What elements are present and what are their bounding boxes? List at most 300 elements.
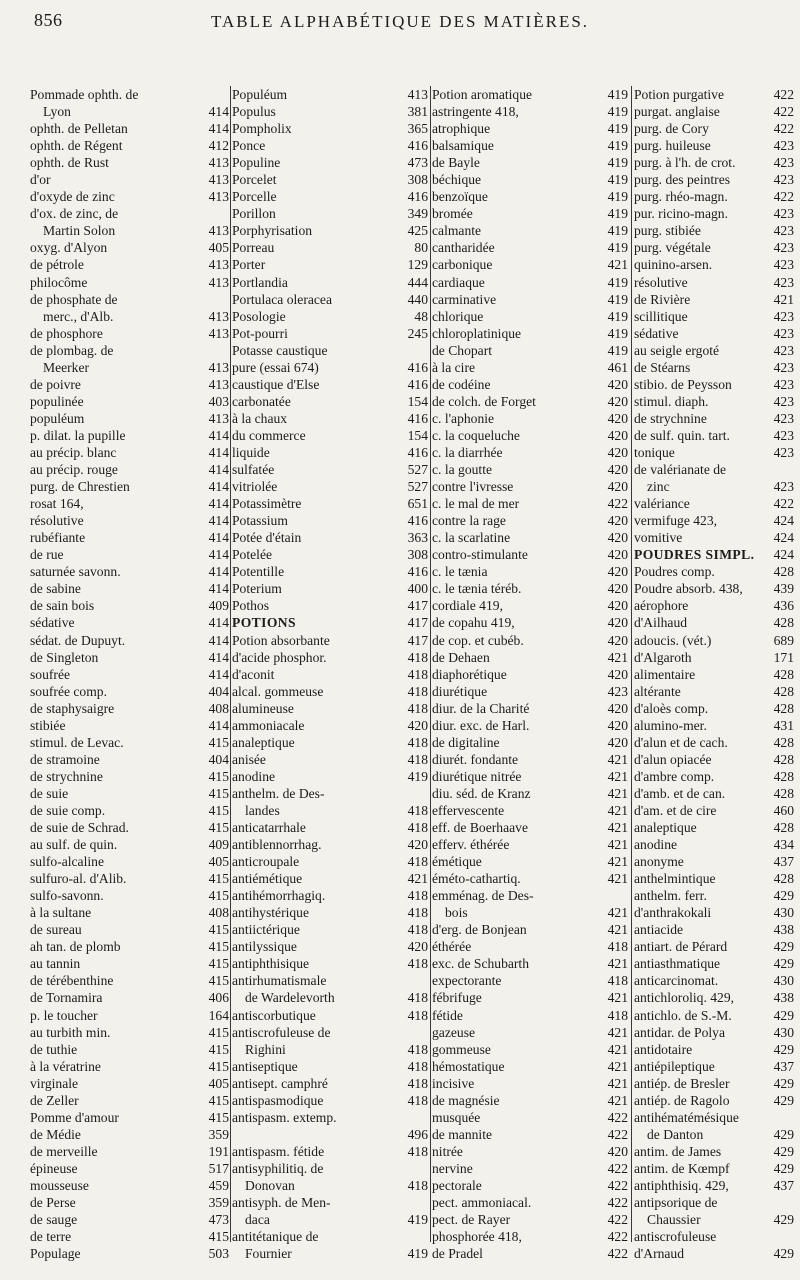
index-entry [232,563,428,580]
entry-page-ref: 418 [607,1007,628,1023]
entry-term: merc., d'Alb. [43,308,114,324]
entry-page-ref: 420 [407,837,428,853]
entry-term: Potasse caustique [232,342,328,358]
index-entry [432,376,628,393]
entry-term: POTIONS [232,615,296,631]
entry-page-ref: 428 [773,785,794,801]
index-entry [232,325,428,342]
entry-page-ref: 405 [208,240,229,256]
entry-page-ref: 365 [407,121,428,137]
index-entry [30,256,229,273]
entry-page-ref: 419 [607,121,628,137]
entry-term: d'am. et de cire [634,802,717,818]
entry-term: antiictérique [232,922,300,938]
entry-page-ref: 405 [208,854,229,870]
index-entry [634,205,794,222]
entry-page-ref: 164 [208,1007,229,1023]
entry-term: antiacide [634,922,684,938]
entry-page-ref: 418 [407,649,428,665]
index-entry [432,972,628,989]
entry-term: antiép. de Ragolo [634,1092,730,1108]
entry-term: d'Ailhaud [634,615,688,631]
entry-term: ah tan. de plomb [30,939,121,955]
entry-page-ref: 428 [773,666,794,682]
index-entry [30,512,229,529]
index-entry [232,1211,428,1228]
index-entry [432,597,628,614]
entry-page-ref: 423 [773,325,794,341]
entry-page-ref: 418 [607,973,628,989]
index-entry [232,955,428,972]
entry-page-ref: 438 [773,990,794,1006]
index-entry [30,137,229,154]
entry-term: de Chopart [432,342,493,358]
entry-term: POUDRES SIMPL. [634,547,755,563]
entry-page-ref: 430 [773,905,794,921]
index-entry [634,274,794,291]
index-entry [432,1007,628,1024]
entry-term: de Perse [30,1195,76,1211]
entry-page-ref: 413 [208,308,229,324]
entry-term: diurétique [432,683,488,699]
entry-term: de Zeller [30,1092,79,1108]
entry-page-ref: 308 [407,547,428,563]
index-entry [232,256,428,273]
entry-page-ref [792,1194,794,1211]
entry-page-ref: 423 [773,138,794,154]
index-entry [634,938,794,955]
index-entry [30,393,229,410]
entry-term: Potassimètre [232,496,302,512]
index-entry [30,239,229,256]
entry-page-ref: 415 [208,888,229,904]
index-entry [634,870,794,887]
entry-term: p. dilat. la pupille [30,427,126,443]
index-entry [232,1109,428,1126]
index-entry [232,461,428,478]
entry-page-ref: 421 [607,922,628,938]
entry-term: de valérianate de [634,462,727,478]
index-entry [634,1194,794,1211]
entry-page-ref: 423 [773,308,794,324]
entry-term: purg. huileuse [634,138,711,154]
index-entry [634,717,794,734]
entry-term: exc. de Schubarth [432,956,530,972]
index-entry [30,649,229,666]
index-entry [232,1058,428,1075]
index-entry [634,989,794,1006]
index-entry [30,597,229,614]
index-entry [232,649,428,666]
entry-page-ref: 414 [208,513,229,529]
entry-page-ref: 416 [407,513,428,529]
index-entry [30,802,229,819]
index-entry [634,291,794,308]
entry-term: antidotaire [634,1041,693,1057]
entry-term: efferv. éthérée [432,837,510,853]
entry-page-ref: 418 [407,854,428,870]
index-entry [634,768,794,785]
entry-term: de copahu 419, [432,615,515,631]
entry-page-ref: 419 [607,189,628,205]
index-entry [232,768,428,785]
entry-page-ref: 414 [208,104,229,120]
entry-page-ref: 421 [407,871,428,887]
index-entry [232,291,428,308]
index-entry [634,308,794,325]
entry-page-ref: 422 [607,1195,628,1211]
entry-term: anthelmintique [634,871,716,887]
index-entry [432,938,628,955]
entry-term: de sabine [30,581,81,597]
entry-page-ref: 423 [773,155,794,171]
entry-term: émétique [432,854,482,870]
entry-term: antispasm. extemp. [232,1109,337,1125]
entry-term: de Dehaen [432,649,490,665]
entry-page-ref: 651 [407,496,428,512]
index-entry [232,989,428,1006]
entry-page-ref: 517 [208,1160,229,1176]
index-entry [30,904,229,921]
entry-page-ref: 413 [208,172,229,188]
index-entry [634,751,794,768]
index-entry [432,120,628,137]
entry-term: astringente 418, [432,104,519,120]
entry-term: purg. rhéo-magn. [634,189,728,205]
entry-term: de sauge [30,1212,78,1228]
index-entry [30,632,229,649]
entry-page-ref: 423 [773,172,794,188]
entry-page-ref [426,342,428,359]
entry-term: alumino-mer. [634,717,707,733]
entry-page-ref [426,1024,428,1041]
entry-term: mousseuse [30,1178,89,1193]
entry-page-ref: 413 [208,155,229,171]
entry-page-ref: 414 [208,547,229,563]
entry-term: c. la diarrhée [432,444,503,460]
index-entry [30,1143,229,1160]
index-entry [432,512,628,529]
entry-term: oxyg. d'Alyon [30,240,108,256]
entry-term: au précip. blanc [30,444,117,460]
index-entry [30,1109,229,1126]
entry-page-ref: 421 [607,802,628,818]
entry-term: Potée d'étain [232,530,302,546]
entry-term: Poudre absorb. 438, [634,581,743,597]
entry-page-ref: 473 [407,155,428,171]
index-entry [30,478,229,495]
entry-term: populinée [30,393,84,409]
entry-term: antiasthmatique [634,956,721,972]
entry-term: anodine [634,837,678,853]
index-entry [432,1075,628,1092]
entry-term: carbonique [432,257,493,273]
entry-term: anticarcinomat. [634,973,719,989]
index-entry [232,904,428,921]
entry-page-ref: 413 [208,359,229,375]
entry-term: de magnésie [432,1092,500,1108]
entry-term: Pot-pourri [232,325,288,341]
index-entry [634,700,794,717]
index-entry [30,1007,229,1024]
entry-term: rubéfiante [30,530,86,546]
entry-term: antichloroliq. 429, [634,990,735,1006]
index-entry [634,325,794,342]
entry-term: de merveille [30,1143,98,1159]
entry-term: bromée [432,206,473,222]
entry-term: de stramoine [30,751,100,767]
index-entry [30,853,229,870]
entry-page-ref: 423 [607,683,628,699]
entry-page-ref: 416 [407,564,428,580]
entry-term: d'ox. de zinc, de [30,206,119,222]
entry-page-ref: 417 [407,615,428,631]
index-entry [432,461,628,478]
index-entry [30,955,229,972]
index-entry [232,1126,428,1143]
entry-page-ref: 421 [607,1075,628,1091]
entry-term: anonyme [634,854,684,870]
entry-term: antiscrofuleuse [634,1229,717,1245]
entry-term: de Rivière [634,291,691,307]
index-entry [432,495,628,512]
entry-term: pur. ricino-magn. [634,206,729,222]
index-entry [432,171,628,188]
index-entry [432,989,628,1006]
index-entry [30,1211,229,1228]
entry-page-ref: 413 [208,376,229,392]
entry-term: gazeuse [432,1024,476,1040]
index-entry [30,887,229,904]
entry-term: de térébenthine [30,973,114,989]
index-entry [232,580,428,597]
entry-term: cordiale 419, [432,598,503,614]
index-entry [232,359,428,376]
entry-page-ref [426,1109,428,1126]
entry-term: scillitique [634,308,688,324]
entry-term [232,1126,406,1143]
entry-page-ref: 422 [607,1126,628,1142]
index-entry [232,921,428,938]
entry-term: virginale [30,1075,79,1091]
entry-term: antichlo. de S.-M. [634,1007,732,1023]
entry-page-ref: 416 [407,359,428,375]
index-entry [634,614,794,631]
entry-page-ref: 400 [407,581,428,597]
index-entry [232,393,428,410]
entry-term: d'alun et de cach. [634,734,728,750]
entry-term: Potion absorbante [232,632,330,648]
index-entry [634,359,794,376]
index-entry [30,1092,229,1109]
entry-page-ref: 428 [773,871,794,887]
entry-page-ref: 414 [208,581,229,597]
index-entry [432,86,628,103]
entry-term: stibio. de Peysson [634,376,732,392]
index-entry [432,103,628,120]
entry-term: purgat. anglaise [634,104,720,120]
entry-term: Porphyrisation [232,223,313,239]
index-entry [432,1126,628,1143]
entry-term: antiart. de Pérard [634,939,728,955]
index-entry [634,154,794,171]
entry-term: c. la goutte [432,462,493,478]
entry-page-ref: 423 [773,206,794,222]
entry-page-ref: 428 [773,734,794,750]
index-entry [634,86,794,103]
index-entry [30,1126,229,1143]
entry-page-ref [626,887,628,904]
index-entry [30,376,229,393]
entry-term: zinc [647,479,670,495]
entry-term: Meerker [43,359,90,375]
entry-page-ref: 421 [607,751,628,767]
entry-term: landes [245,802,280,818]
entry-page-ref: 409 [208,837,229,853]
entry-page-ref: 419 [407,768,428,784]
entry-term: sulfatée [232,462,275,478]
entry-term: Pomme d'amour [30,1109,119,1125]
entry-page-ref: 428 [773,751,794,767]
entry-term: d'Algaroth [634,649,692,665]
index-entry [432,444,628,461]
entry-page-ref: 416 [407,376,428,392]
entry-term: daca [245,1212,270,1228]
entry-page-ref: 421 [607,257,628,273]
entry-term: de strychnine [30,768,103,784]
entry-page-ref: 423 [773,393,794,409]
index-entry [634,1211,794,1228]
index-entry [432,632,628,649]
entry-page-ref: 403 [208,393,229,409]
index-entry [232,785,428,802]
index-entry [30,188,229,205]
entry-term: à la vératrine [30,1058,101,1074]
index-entry [232,1228,428,1245]
entry-term: de pétrole [30,257,84,273]
entry-page-ref: 420 [607,700,628,716]
column-divider [430,86,431,1242]
entry-term: p. le toucher [30,1007,98,1023]
index-entry [232,342,428,359]
entry-page-ref: 416 [407,189,428,205]
index-entry [634,921,794,938]
index-entry [432,1160,628,1177]
entry-term: analeptique [232,734,295,750]
index-entry [634,1041,794,1058]
entry-page-ref: 414 [208,530,229,546]
entry-term: alcal. gommeuse [232,683,324,699]
entry-term: d'amb. et de can. [634,785,726,801]
index-entry [634,785,794,802]
entry-page-ref: 527 [407,462,428,478]
entry-page-ref: 419 [607,172,628,188]
entry-page-ref: 438 [773,922,794,938]
entry-page-ref: 413 [208,189,229,205]
entry-term: Portlandia [232,274,288,290]
entry-term: chlorique [432,308,484,324]
entry-page-ref: 154 [407,427,428,443]
entry-term: c. l'aphonie [432,410,495,426]
index-entry [30,717,229,734]
entry-page-ref [792,1109,794,1126]
entry-term: de Danton [647,1126,704,1142]
page-number: 856 [34,10,63,30]
entry-page-ref: 423 [773,274,794,290]
index-entry [634,1007,794,1024]
entry-term: de terre [30,1229,72,1245]
entry-page-ref: 416 [407,410,428,426]
entry-page-ref: 421 [773,291,794,307]
entry-term: antiblennorrhag. [232,837,322,853]
index-entry [634,393,794,410]
entry-page-ref: 436 [773,598,794,614]
index-entry [432,836,628,853]
entry-page-ref: 420 [607,462,628,478]
entry-term: contro-stimulante [432,547,528,563]
entry-term: ophth. de Pelletan [30,121,128,137]
entry-page-ref: 429 [773,1075,794,1091]
entry-page-ref [426,1194,428,1211]
entry-term: Ponce [232,138,266,154]
entry-term: diaphorétique [432,666,507,682]
entry-term: de sureau [30,922,82,938]
entry-term: phosphorée 418, [432,1229,522,1245]
entry-page-ref: 420 [607,530,628,546]
entry-term: de strychnine [634,410,707,426]
entry-page-ref: 191 [208,1143,229,1159]
entry-page-ref: 414 [208,717,229,733]
entry-page-ref: 415 [208,1041,229,1057]
index-entry [30,495,229,512]
entry-page-ref: 417 [407,598,428,614]
index-entry [634,836,794,853]
entry-term: au seigle ergoté [634,342,720,358]
index-entry [432,1245,628,1262]
entry-page-ref: 415 [208,973,229,989]
entry-page-ref: 413 [208,274,229,290]
index-entry [634,427,794,444]
index-entry [30,274,229,291]
entry-page-ref: 359 [208,1195,229,1211]
entry-page-ref: 415 [208,734,229,750]
entry-term: altérante [634,683,681,699]
entry-term: sédat. de Dupuyt. [30,632,126,648]
entry-page-ref: 421 [607,649,628,665]
entry-term: antiép. de Bresler [634,1075,730,1091]
entry-term: c. le tænia téréb. [432,581,522,597]
entry-term: pectorale [432,1178,482,1193]
index-entry [432,274,628,291]
index-entry [432,1058,628,1075]
entry-term: alumineuse [232,700,294,716]
entry-page-ref: 444 [407,274,428,290]
entry-page-ref: 422 [607,1178,628,1193]
entry-term: pect. de Rayer [432,1212,511,1228]
entry-term: sulfo-alcaline [30,854,104,870]
entry-page-ref: 419 [607,291,628,307]
entry-term: d'ambre comp. [634,768,715,784]
index-entry [432,308,628,325]
entry-term: diur. de la Charité [432,700,530,716]
entry-term: antispasm. fétide [232,1143,325,1159]
index-entry [432,137,628,154]
entry-term: contre l'ivresse [432,479,514,495]
entry-term: purg. de Cory [634,121,709,137]
entry-term: analeptique [634,820,697,836]
index-entry [30,563,229,580]
index-entry [232,205,428,222]
